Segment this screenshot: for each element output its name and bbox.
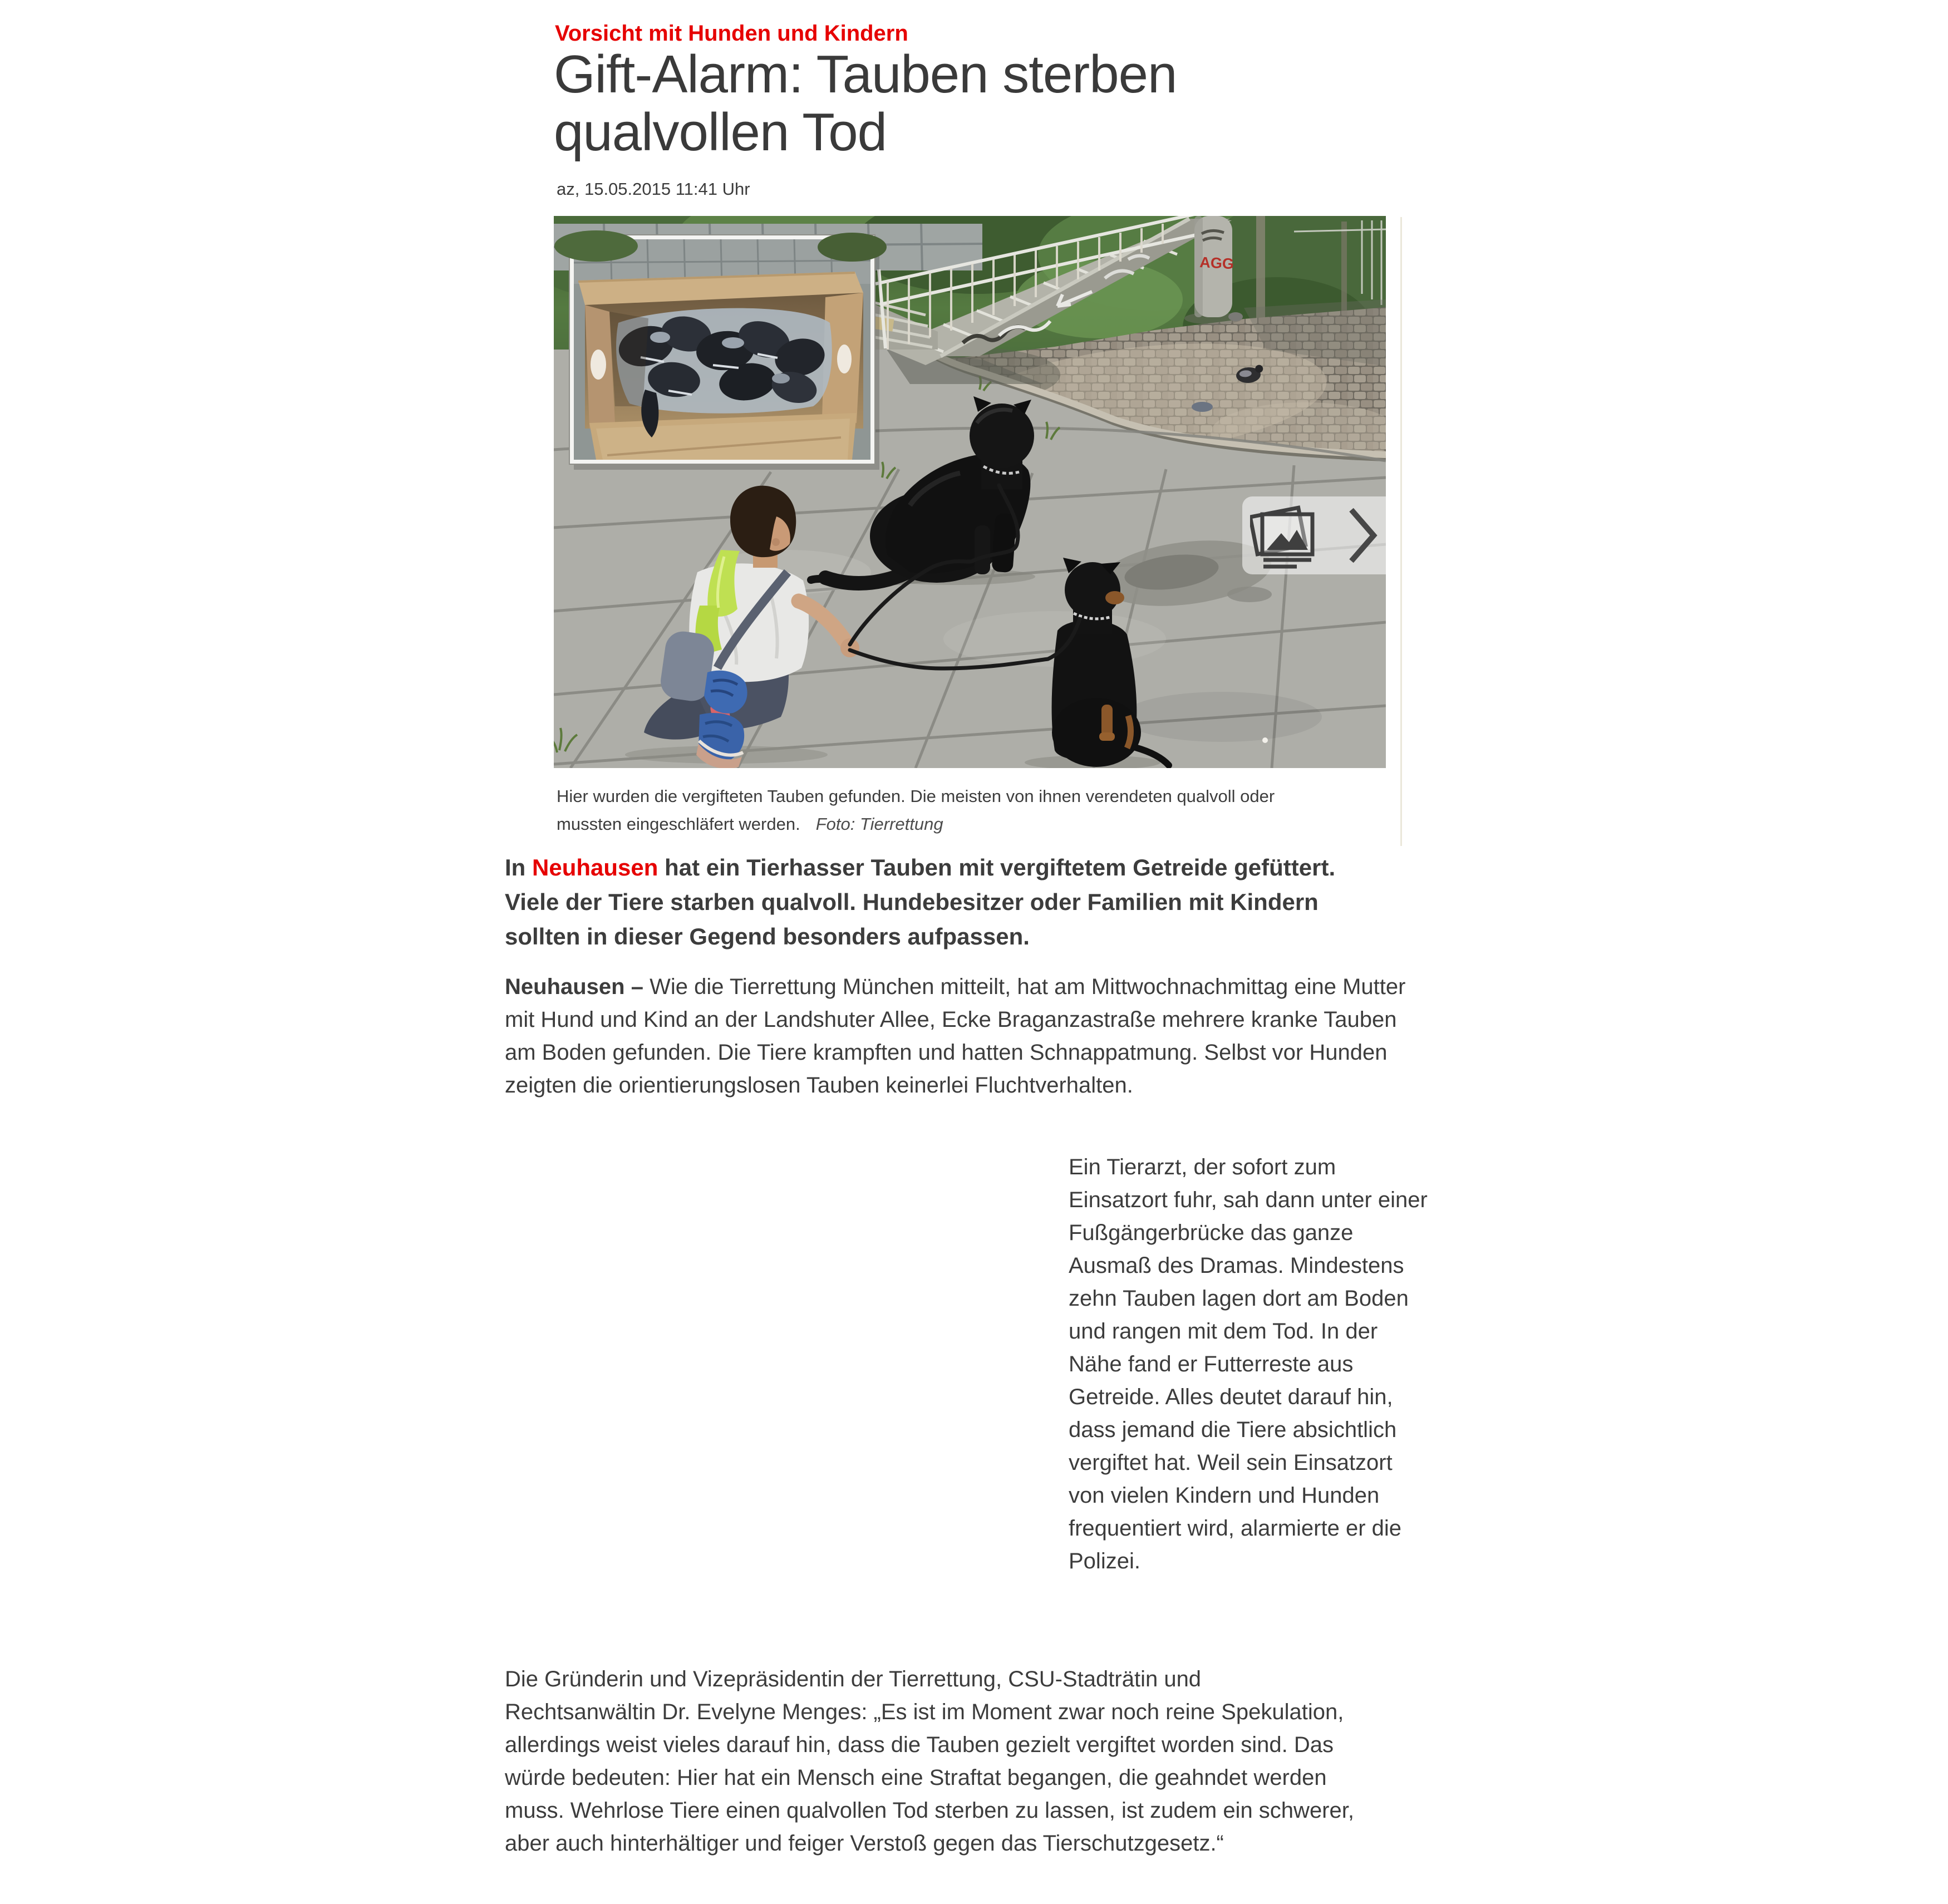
column-divider <box>1400 217 1402 846</box>
lead-pre: In <box>505 854 532 880</box>
photo-scene <box>554 216 1386 768</box>
inset-pigeon-box-photo <box>554 230 887 470</box>
article-photo[interactable] <box>554 216 1386 768</box>
paragraph-2: Ein Tierarzt, der sofort zum Einsatzort fuhr, sah dann unter einer Fußgängerbrücke das ganze Ausmaß des Dramas. Mindestens zehn Tauben lagen dort am Boden und rangen mit dem Tod. In der Nähe fand er Futterreste aus Getreide. Alles deutet darauf hin, dass jemand die Tiere absichtlich vergiftet hat. Weil sein Einsatzort von vielen Kindern und Hunden frequentiert wird, alarmierte er die Polizei. <box>1069 1155 1428 1573</box>
photo-credit: Foto: Tierrettung <box>815 814 943 834</box>
paragraph-3: Die Gründerin und Vizepräsidentin der Tierrettung, CSU-Stadträtin und Rechtsanwältin Dr. Evelyne Menges: „Es ist im Moment zwar noch reine Spekulation, allerdings weist vieles darauf hin, dass die Tauben gezielt vergiftet worden sind. Das würde bedeuten: Hier hat ein Mensch eine Straftat begangen, die geahndet werden muss. Wehrlose Tiere einen qualvollen Tod sterben zu lassen, ist zudem ein schwerer, aber auch hinterhältiger und feiger Verstoß gegen das Tierschutzgesetz.“ <box>505 1667 1354 1856</box>
photo-gallery-icon[interactable] <box>1250 502 1321 569</box>
gallery-overlay <box>1242 496 1386 574</box>
page-title: Gift-Alarm: Tauben sterben qualvollen Tod <box>554 45 1177 162</box>
byline: az, 15.05.2015 11:41 Uhr <box>557 179 750 199</box>
paragraph-1-text: Wie die Tierrettung München mitteilt, hat am Mittwochnachmittag eine Mutter mit Hund und Kind an der Landshuter Allee, Ecke Braganzastraße mehrere kranke Tauben am Boden gefunden. Die Tiere krampften und hatten Schnappatmung. Selbst vor Hunden zeigten die orientierungslosen Tauben keinerlei Fluchtverhalten. <box>505 975 1406 1098</box>
paragraph-1 <box>505 971 1426 1102</box>
kicker[interactable]: Vorsicht mit Hunden und Kindern <box>555 21 908 46</box>
photo-caption <box>557 783 1336 838</box>
paragraph-1-location: Neuhausen – <box>505 975 650 999</box>
chevron-right-icon[interactable] <box>1347 506 1378 564</box>
svg-text:AGG: AGG <box>1199 254 1234 273</box>
neuhausen-link[interactable]: Neuhausen <box>532 854 658 880</box>
lead-post: hat ein Tierhasser Tauben mit vergiftetem Getreide gefüttert. Viele der Tiere starben qualvoll. Hundebesitzer oder Familien mit Kindern sollten in dieser Gegend besonders aufpassen. <box>505 854 1336 949</box>
caption-text: Hier wurden die vergifteten Tauben gefunden. Die meisten von ihnen verendeten qualvoll oder mussten eingeschläfert werden. <box>557 786 1275 834</box>
lead-paragraph <box>505 850 1373 954</box>
